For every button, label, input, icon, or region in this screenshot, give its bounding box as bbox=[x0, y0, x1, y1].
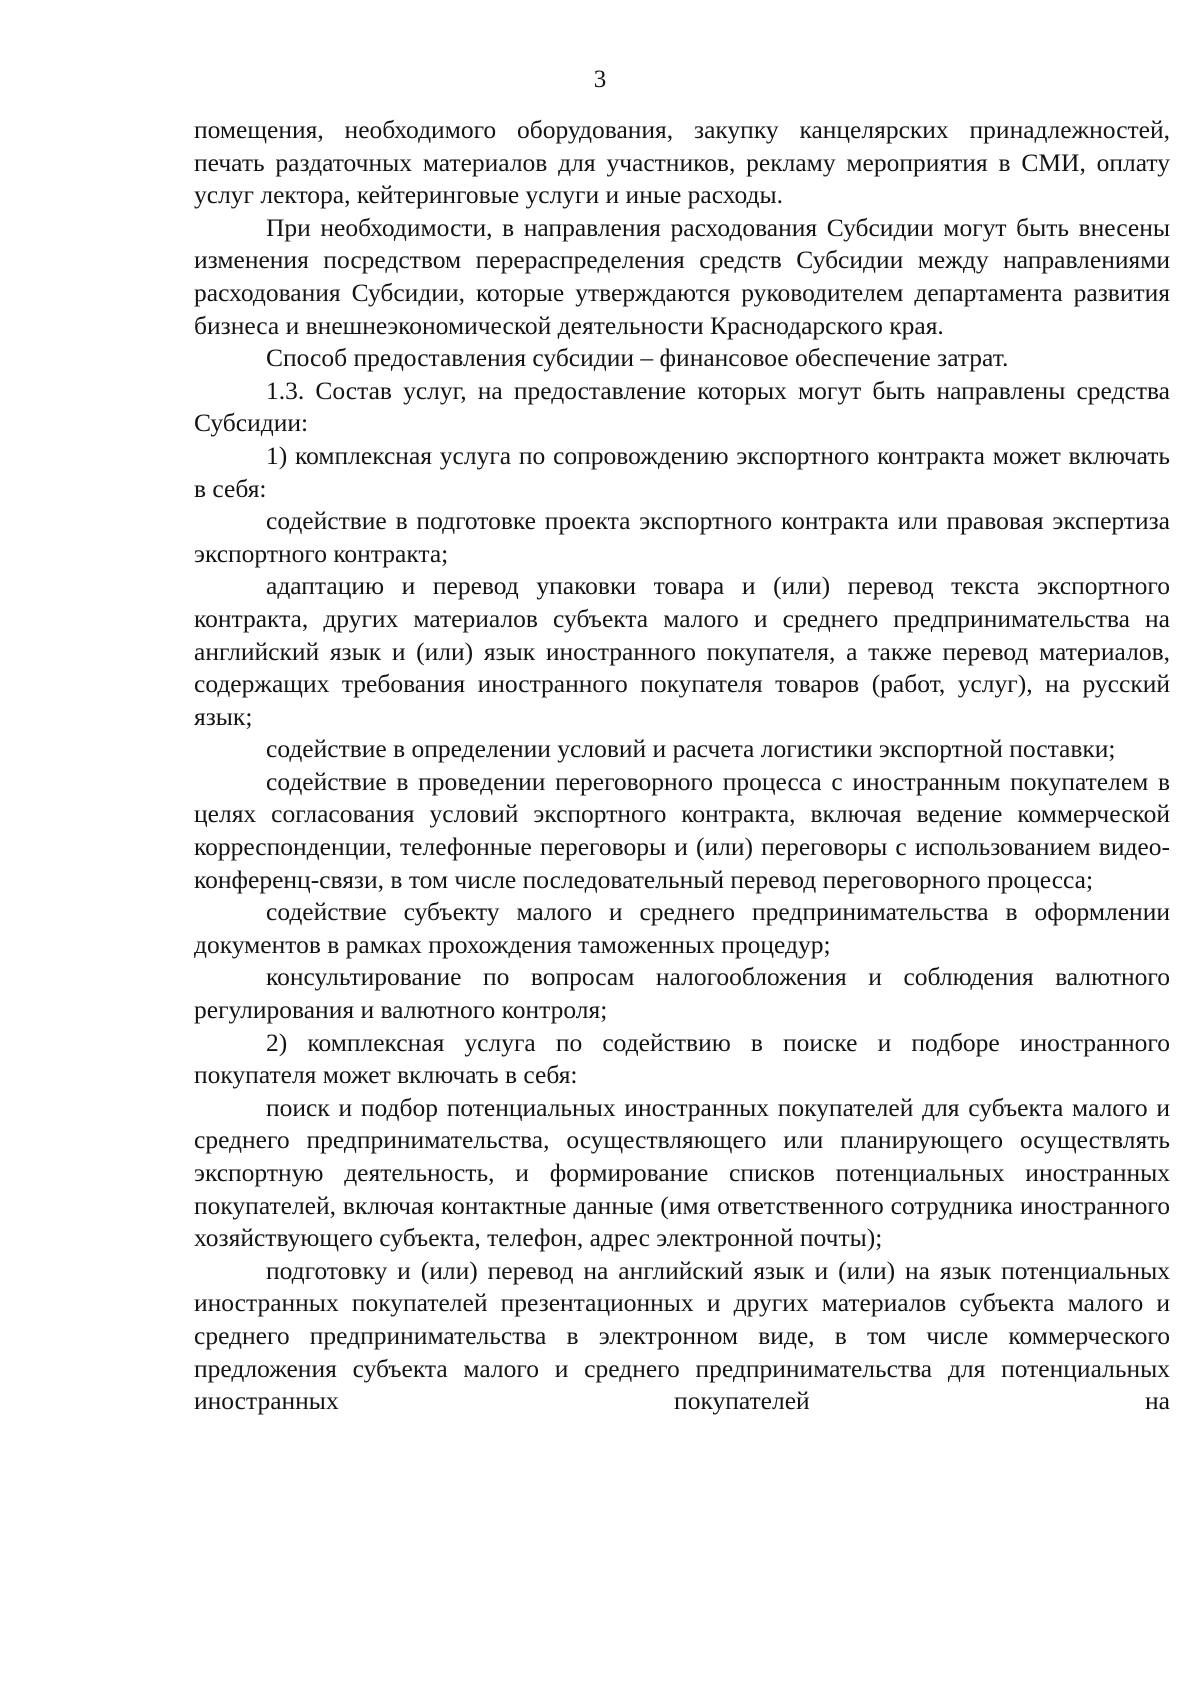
paragraph: адаптацию и перевод упаковки товара и (или) перевод текста экспортного контракта, других материалов субъекта малого и среднего предпринимательства на английский язык и (или) язык иностранного покупателя, а также перевод материалов, содержащих требования иностранного покупателя товаров (работ, услуг), на русский язык; bbox=[194, 571, 1170, 731]
paragraph: содействие в проведении переговорного процесса с иностранным покупателем в целях согласования условий экспортного контракта, включая ведение коммерческой корреспонденции, телефонные переговоры и (или) переговоры с использованием видео-конференц-связи, в том числе последовательный перевод переговорного процесса; bbox=[194, 766, 1170, 894]
paragraph: поиск и подбор потенциальных иностранных покупателей для субъекта малого и среднего предпринимательства, осуществляющего или планирующего осуществлять экспортную деятельность, и формирование списков потенциальных иностранных покупателей, включая контактные данные (имя ответственного сотрудника иностранного хозяйствующего субъекта, телефон, адрес электронной почты); bbox=[194, 1092, 1170, 1253]
paragraph: содействие в подготовке проекта экспортного контракта или правовая экспертиза экспортного контракта; bbox=[194, 506, 1170, 568]
page-number: 3 bbox=[593, 66, 607, 93]
paragraph: 2) комплексная услуга по содействию в поиске и подборе иностранного покупателя может включать в себя: bbox=[194, 1027, 1170, 1090]
paragraph: Способ предоставления субсидии – финансовое обеспечение затрат. bbox=[266, 343, 1009, 373]
paragraph: При необходимости, в направления расходования Субсидии могут быть внесены изменения посредством перераспределения средств Субсидии между направлениями расходования Субсидии, которые утверждаются руководителем департамента развития бизнеса и внешнеэкономической деятельности Краснодарского края. bbox=[194, 212, 1170, 340]
paragraph: 1) комплексная услуга по сопровождению экспортного контракта может включать в себя: bbox=[194, 440, 1170, 503]
paragraph: содействие в определении условий и расчета логистики экспортной поставки; bbox=[266, 734, 1116, 764]
paragraph: консультирование по вопросам налогообложения и соблюдения валютного регулирования и валютного контроля; bbox=[194, 962, 1170, 1025]
paragraph: 1.3. Состав услуг, на предоставление которых могут быть направлены средства Субсидии: bbox=[194, 375, 1170, 438]
paragraph: содействие субъекту малого и среднего предпринимательства в оформлении документов в рамках прохождения таможенных процедур; bbox=[194, 897, 1170, 959]
paragraph: помещения, необходимого оборудования, закупку канцелярских принадлежностей, печать раздаточных материалов для участников, рекламу мероприятия в СМИ, оплату услуг лектора, кейтеринговые услуги и иные расходы. bbox=[194, 115, 1170, 210]
document-body bbox=[194, 114, 1170, 1418]
paragraph: подготовку и (или) перевод на английский язык и (или) на язык потенциальных иностранных покупателей презентационных и других материалов субъекта малого и среднего предпринимательства в электронном виде, в том числе коммерческого предложения субъекта малого и среднего предпринимательства для потенциальных иностранных покупателей на bbox=[194, 1255, 1170, 1416]
